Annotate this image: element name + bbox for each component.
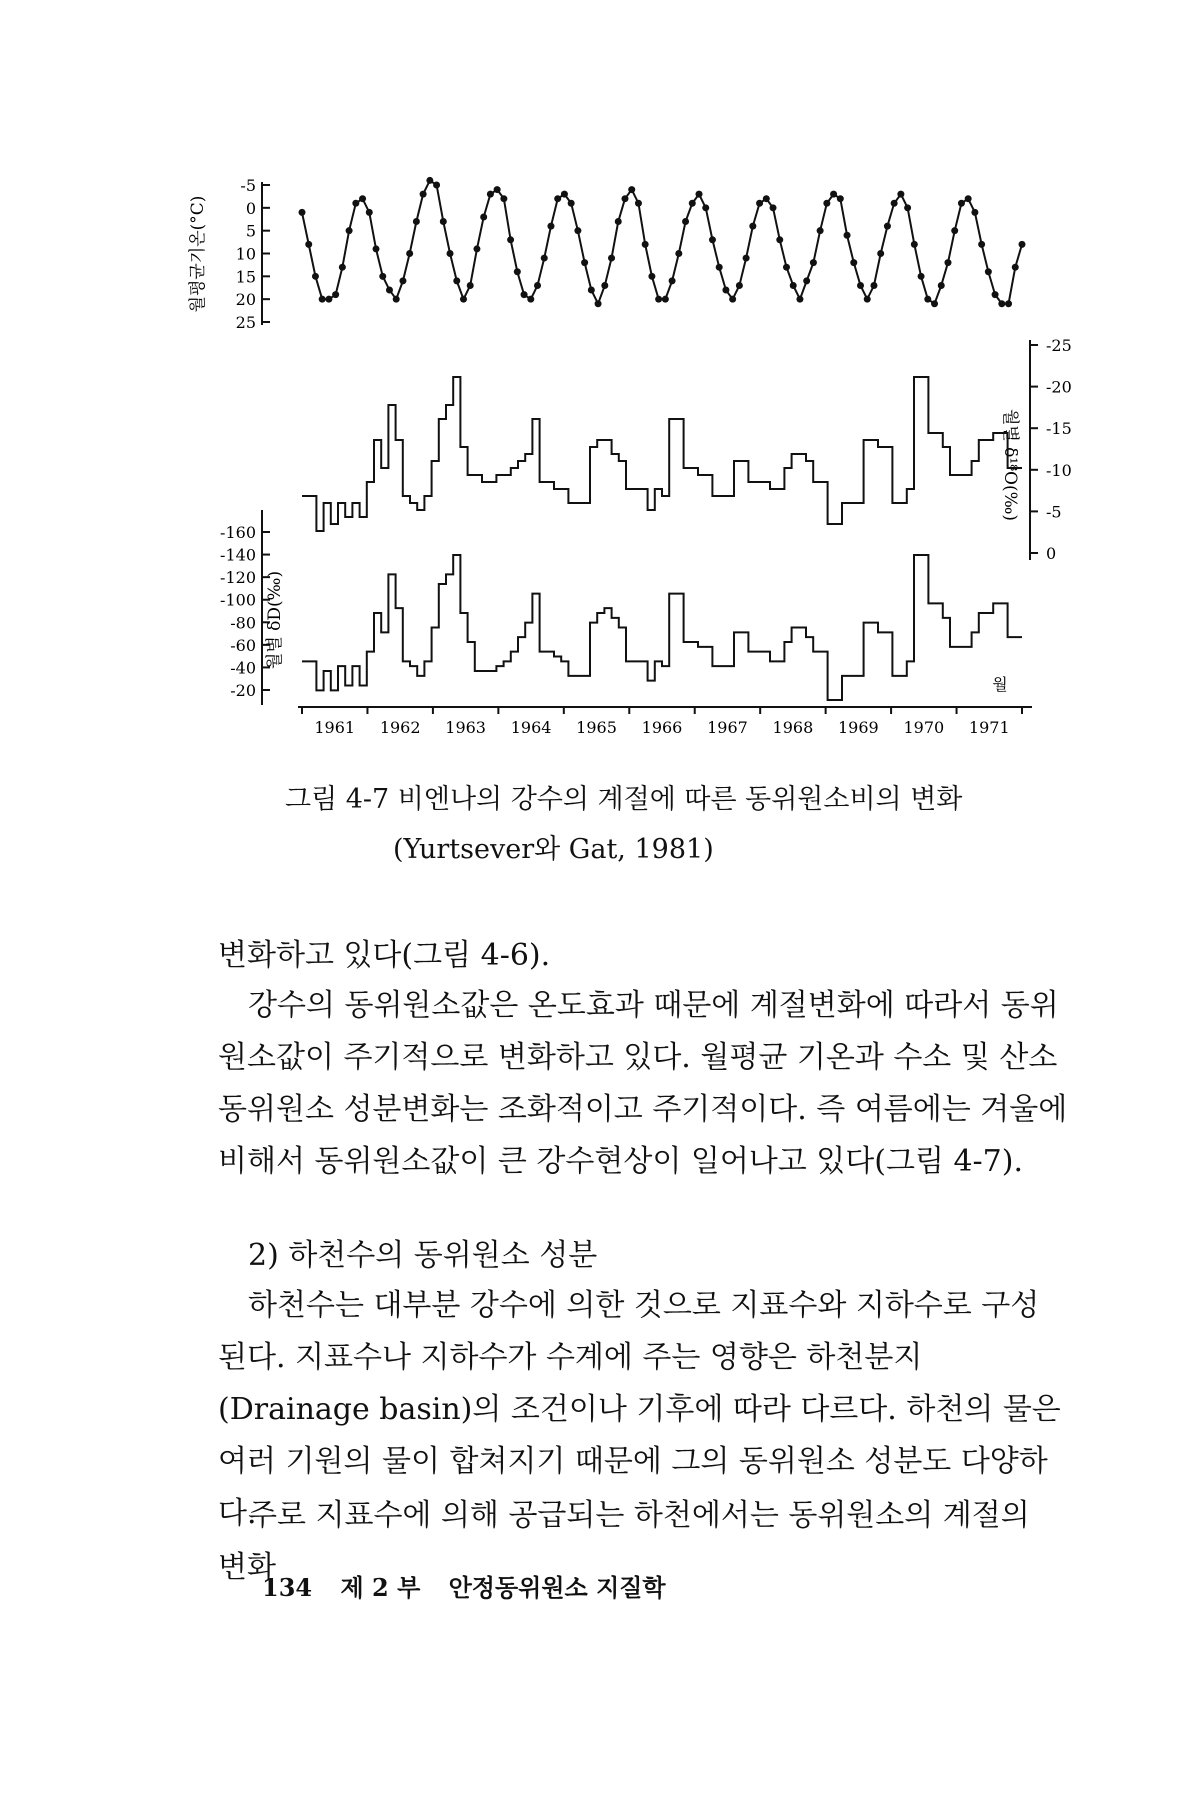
temp-point xyxy=(299,209,306,216)
dd-tick-label: -60 xyxy=(230,635,256,655)
temp-point xyxy=(521,291,528,298)
o18-tick-label: -25 xyxy=(1046,336,1072,355)
temp-point xyxy=(581,259,588,266)
dd-y-label: 월별 δD(‰) xyxy=(265,570,285,670)
temp-point xyxy=(312,273,319,280)
x-tick-label: 1964 xyxy=(510,718,552,737)
temp-point xyxy=(541,255,548,262)
temp-point xyxy=(904,204,911,211)
temp-point xyxy=(426,177,433,184)
temp-point xyxy=(406,250,413,257)
temp-point xyxy=(857,282,864,289)
temp-point xyxy=(716,264,723,271)
o18-series-line xyxy=(302,377,1022,531)
temp-point xyxy=(696,191,703,198)
body-paragraph-2: 강수의 동위원소값은 온도효과 때문에 계절변화에 따라서 동위원소값이 주기적으로 변화하고 있다. 월평균 기온과 수소 및 산소 동위원소 성분변화는 조화적이고 주기적이다. 즉 여름에는 겨울에 비해서 동위원소값이 큰 강수현상이 일어나고 있다(그림 4-7). xyxy=(218,988,1068,1179)
temp-point xyxy=(554,195,561,202)
temp-point xyxy=(743,255,750,262)
temp-point xyxy=(662,296,669,303)
o18-tick-label: -10 xyxy=(1046,460,1072,480)
temp-point xyxy=(796,296,803,303)
temp-point xyxy=(547,223,554,230)
temp-point xyxy=(386,287,393,294)
o18-tick-label: -5 xyxy=(1046,502,1062,522)
dd-series-line xyxy=(302,555,1022,700)
temp-point xyxy=(399,277,406,284)
dd-tick-label: -40 xyxy=(230,658,256,678)
o18-tick-label: -20 xyxy=(1046,377,1072,397)
temp-point xyxy=(682,218,689,225)
temp-point xyxy=(588,287,595,294)
temp-point xyxy=(473,245,480,252)
temp-point xyxy=(837,195,844,202)
temp-point xyxy=(951,227,958,234)
temp-point xyxy=(366,209,373,216)
temp-point xyxy=(413,218,420,225)
temp-point xyxy=(823,200,830,207)
temp-point xyxy=(655,296,662,303)
temp-point xyxy=(494,186,501,193)
o18-tick-label: -15 xyxy=(1046,419,1072,439)
temp-point xyxy=(877,250,884,257)
x-tick-label: 1962 xyxy=(379,718,421,737)
temp-point xyxy=(615,218,622,225)
x-tick-label: 1961 xyxy=(314,718,356,737)
temp-tick-label: 15 xyxy=(235,267,256,287)
temp-point xyxy=(870,282,877,289)
temp-point xyxy=(729,296,736,303)
page-footer xyxy=(262,1568,686,1603)
temp-point xyxy=(332,291,339,298)
temp-point xyxy=(776,236,783,243)
temp-point xyxy=(500,195,507,202)
temp-point xyxy=(749,223,756,230)
temp-point xyxy=(642,241,649,248)
temp-point xyxy=(938,282,945,289)
temp-point xyxy=(810,259,817,266)
temp-y-label: 월평균기온(°C) xyxy=(188,195,208,313)
body-paragraph-3: 하천수는 대부분 강수에 의한 것으로 지표수와 지하수로 구성된다. 지표수나 지하수가 수계에 주는 영향은 하천분지(Drainage basin)의 조건이나 기후에 따라 다르다. 하천의 물은 여러 기원의 물이 합쳐지기 때문에 그의 동위원소 성분도 다양하다. xyxy=(218,1288,1061,1531)
temp-point xyxy=(985,268,992,275)
temp-point xyxy=(420,191,427,198)
dd-tick-label: -140 xyxy=(220,545,256,565)
temp-point xyxy=(722,287,729,294)
body-paragraph-4: 주로 지표수에 의해 공급되는 하천에서는 동위원소의 계절의 변화 xyxy=(218,1498,1030,1585)
temp-point xyxy=(897,191,904,198)
temp-point xyxy=(669,277,676,284)
dd-tick-label: -160 xyxy=(220,523,256,542)
x-tick-label: 1971 xyxy=(968,718,1010,737)
temp-point xyxy=(783,264,790,271)
temp-point xyxy=(346,227,353,234)
temp-point xyxy=(561,191,568,198)
temp-point xyxy=(373,245,380,252)
temp-point xyxy=(736,282,743,289)
x-tick-label: 1968 xyxy=(772,718,814,737)
temp-point xyxy=(830,191,837,198)
page-number: 134 xyxy=(262,1573,313,1602)
temp-point xyxy=(460,296,467,303)
o18-y-label: 월별 δ¹⁸O(‰) xyxy=(1000,408,1020,522)
body-paragraph-1: 변화하고 있다(그림 4-6). xyxy=(218,938,551,973)
temp-point xyxy=(648,273,655,280)
temp-point xyxy=(453,277,460,284)
dd-tick-label: -100 xyxy=(220,590,256,610)
temp-point xyxy=(931,300,938,307)
x-unit-label: 월 xyxy=(992,675,1008,694)
o18-tick-label: 0 xyxy=(1046,544,1057,563)
footer-part: 제 2 부 xyxy=(340,1573,421,1602)
temp-point xyxy=(440,218,447,225)
temp-point xyxy=(574,227,581,234)
dd-tick-label: -120 xyxy=(220,568,256,588)
x-tick-label: 1967 xyxy=(707,718,748,737)
temp-point xyxy=(393,296,400,303)
temp-point xyxy=(608,255,615,262)
temp-point xyxy=(709,236,716,243)
temp-point xyxy=(817,227,824,234)
x-tick-label: 1966 xyxy=(641,718,683,737)
temp-point xyxy=(850,259,857,266)
temp-point xyxy=(534,282,541,289)
temp-tick-label: 25 xyxy=(235,313,256,332)
temp-tick-label: 20 xyxy=(235,290,256,310)
temp-point xyxy=(433,182,440,189)
temp-point xyxy=(675,250,682,257)
temp-point xyxy=(379,273,386,280)
temp-point xyxy=(763,195,770,202)
temp-point xyxy=(864,296,871,303)
temp-point xyxy=(911,241,918,248)
temp-point xyxy=(965,195,972,202)
x-tick-label: 1963 xyxy=(445,718,486,737)
temp-point xyxy=(1019,241,1026,248)
temp-point xyxy=(595,300,602,307)
temp-point xyxy=(971,209,978,216)
temp-point xyxy=(756,200,763,207)
isotope-figure xyxy=(0,0,1200,760)
temp-point xyxy=(844,232,851,239)
caption-line-2: (Yurtsever와 Gat, 1981) xyxy=(393,834,714,865)
temp-point xyxy=(319,296,326,303)
temp-point xyxy=(790,282,797,289)
temp-point xyxy=(352,200,359,207)
dd-tick-label: -80 xyxy=(230,613,256,633)
caption-line-1: 그림 4-7 비엔나의 강수의 계절에 따른 동위원소비의 변화 xyxy=(285,784,963,815)
temp-point xyxy=(1005,300,1012,307)
temp-point xyxy=(568,200,575,207)
temp-point xyxy=(480,213,487,220)
temp-tick-label: 0 xyxy=(245,198,256,218)
temp-point xyxy=(635,200,642,207)
temp-tick-label: -5 xyxy=(240,176,256,195)
temp-point xyxy=(487,191,494,198)
x-tick-label: 1970 xyxy=(903,718,945,737)
temp-point xyxy=(924,296,931,303)
temp-point xyxy=(978,241,985,248)
temp-point xyxy=(884,223,891,230)
temp-point xyxy=(944,259,951,266)
temp-point xyxy=(998,300,1005,307)
temp-point xyxy=(918,273,925,280)
temp-point xyxy=(359,195,366,202)
temp-point xyxy=(628,186,635,193)
temp-point xyxy=(689,200,696,207)
figure-caption xyxy=(285,775,962,875)
temp-point xyxy=(325,296,332,303)
x-tick-label: 1969 xyxy=(838,718,879,737)
temp-tick-label: 10 xyxy=(235,244,256,264)
section-heading: 2) 하천수의 동위원소 성분 xyxy=(248,1238,598,1273)
dd-tick-label: -20 xyxy=(230,681,256,700)
temp-point xyxy=(447,250,454,257)
temp-point xyxy=(770,204,777,211)
temp-tick-label: 5 xyxy=(245,221,256,241)
temp-point xyxy=(891,200,898,207)
temp-point xyxy=(601,282,608,289)
temp-point xyxy=(992,291,999,298)
temp-point xyxy=(339,264,346,271)
temp-point xyxy=(467,282,474,289)
x-tick-label: 1965 xyxy=(576,718,617,737)
temp-point xyxy=(803,277,810,284)
temp-point xyxy=(527,296,534,303)
temp-point xyxy=(702,204,709,211)
footer-title: 안정동위원소 지질학 xyxy=(448,1573,666,1602)
temp-point xyxy=(514,268,521,275)
temp-point xyxy=(1012,264,1019,271)
temp-point xyxy=(305,241,312,248)
temp-point xyxy=(507,236,514,243)
temp-point xyxy=(621,195,628,202)
temp-point xyxy=(958,200,965,207)
